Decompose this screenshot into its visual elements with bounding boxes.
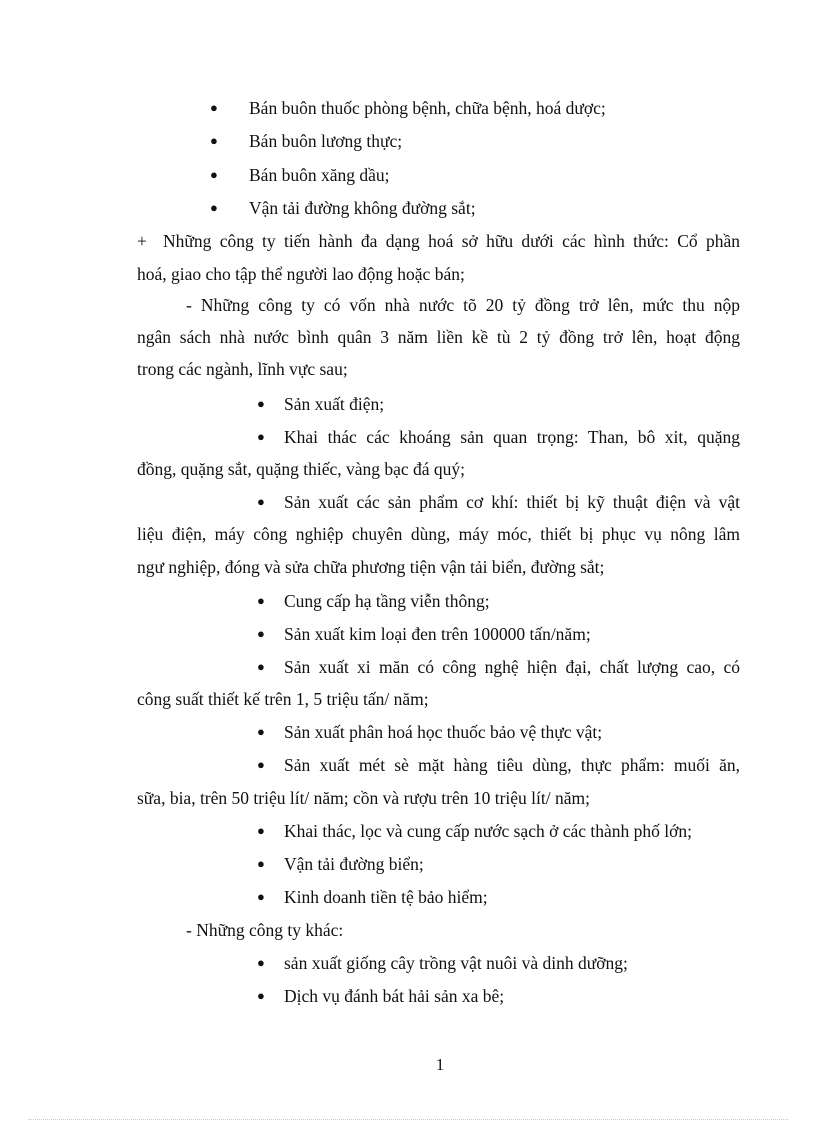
bullet-icon: ●	[257, 856, 265, 871]
bullet-icon: ●	[257, 429, 265, 444]
list-a-item-3: Bán buôn xăng dầu;	[249, 165, 390, 185]
list-b-item-3-line-2: liệu điện, máy công nghiệp chuyên dùng, máy móc, thiết bị phục vụ nông lâm	[137, 524, 740, 544]
bullet-icon: ●	[257, 988, 265, 1003]
bullet-icon: ●	[257, 396, 265, 411]
list-b-item-8-line-1: Sản xuất mét sè mặt hàng tiêu dùng, thực phẩm: muối ăn,	[284, 755, 740, 775]
bullet-icon: ●	[210, 167, 218, 182]
bullet-icon: ●	[257, 889, 265, 904]
list-b-item-6-line-1: Sản xuất xi măn có công nghệ hiện đại, chất lượng cao, có	[284, 657, 740, 677]
list-a-item-4: Vận tải đường không đường sắt;	[249, 198, 476, 218]
list-c-item-1: sản xuất giống cây trồng vật nuôi và dinh dưỡng;	[284, 953, 628, 973]
bullet-icon: ●	[257, 955, 265, 970]
bullet-icon: ●	[210, 200, 218, 215]
bullet-icon: ●	[257, 626, 265, 641]
list-b-item-11: Kinh doanh tiền tệ bảo hiểm;	[284, 887, 488, 907]
list-b-item-6-line-2: công suất thiết kế trên 1, 5 triệu tấn/ năm;	[137, 689, 429, 709]
list-b-item-4: Cung cấp hạ tầng viễn thông;	[284, 591, 490, 611]
list-a-item-2: Bán buôn lương thực;	[249, 131, 403, 151]
bullet-icon: ●	[257, 823, 265, 838]
list-a-item-1: Bán buôn thuốc phòng bệnh, chữa bệnh, hoá dược;	[249, 98, 606, 118]
list-c-item-2: Dịch vụ đánh bát hải sản xa bê;	[284, 986, 505, 1006]
para-plus-line-2: hoá, giao cho tập thể người lao động hoặc bán;	[137, 264, 465, 284]
bullet-icon: ●	[257, 593, 265, 608]
list-b-item-7: Sản xuất phân hoá học thuốc bảo vệ thực vật;	[284, 722, 603, 742]
list-b-item-3-line-3: ngư nghiệp, đóng và sửa chữa phương tiện vận tải biển, đường sắt;	[137, 557, 605, 577]
page-bottom-divider	[28, 1119, 788, 1120]
para-dash-1-line-2: ngân sách nhà nước bình quân 3 năm liền kề tù 2 tỷ đồng trở lên, hoạt động	[137, 327, 740, 347]
para-dash-1-line-3: trong các ngành, lĩnh vực sau;	[137, 359, 348, 379]
list-b-item-8-line-2: sữa, bia, trên 50 triệu lít/ năm; cồn và rượu trên 10 triệu lít/ năm;	[137, 788, 590, 808]
para-dash-2: - Những công ty khác:	[186, 920, 344, 940]
list-b-item-5: Sản xuất kim loại đen trên 100000 tấn/năm;	[284, 624, 591, 644]
bullet-icon: ●	[257, 724, 265, 739]
para-plus-line-1: Những công ty tiến hành đa dạng hoá sở hữu dưới các hình thức: Cổ phần	[163, 231, 740, 251]
list-b-item-3-line-1: Sản xuất các sản phẩm cơ khí: thiết bị kỹ thuật điện và vật	[284, 492, 740, 512]
bullet-icon: ●	[257, 757, 265, 772]
list-b-item-2-line-1: Khai thác các khoáng sản quan trọng: Than, bô xit, quặng	[284, 427, 740, 447]
list-b-item-1: Sản xuất điện;	[284, 394, 385, 414]
list-b-item-2-line-2: đồng, quặng sắt, quặng thiếc, vàng bạc đá quý;	[137, 459, 466, 479]
bullet-icon: ●	[210, 133, 218, 148]
list-b-item-9: Khai thác, lọc và cung cấp nước sạch ở các thành phố lớn;	[284, 821, 693, 841]
bullet-icon: ●	[257, 659, 265, 674]
para-dash-1-line-1: - Những công ty có vốn nhà nước tõ 20 tỷ đồng trở lên, mức thu nộp	[186, 295, 740, 315]
page-number: 1	[435, 1055, 445, 1074]
list-b-item-10: Vận tải đường biển;	[284, 854, 424, 874]
bullet-icon: ●	[210, 100, 218, 115]
plus-marker: +	[137, 231, 147, 251]
bullet-icon: ●	[257, 494, 265, 509]
